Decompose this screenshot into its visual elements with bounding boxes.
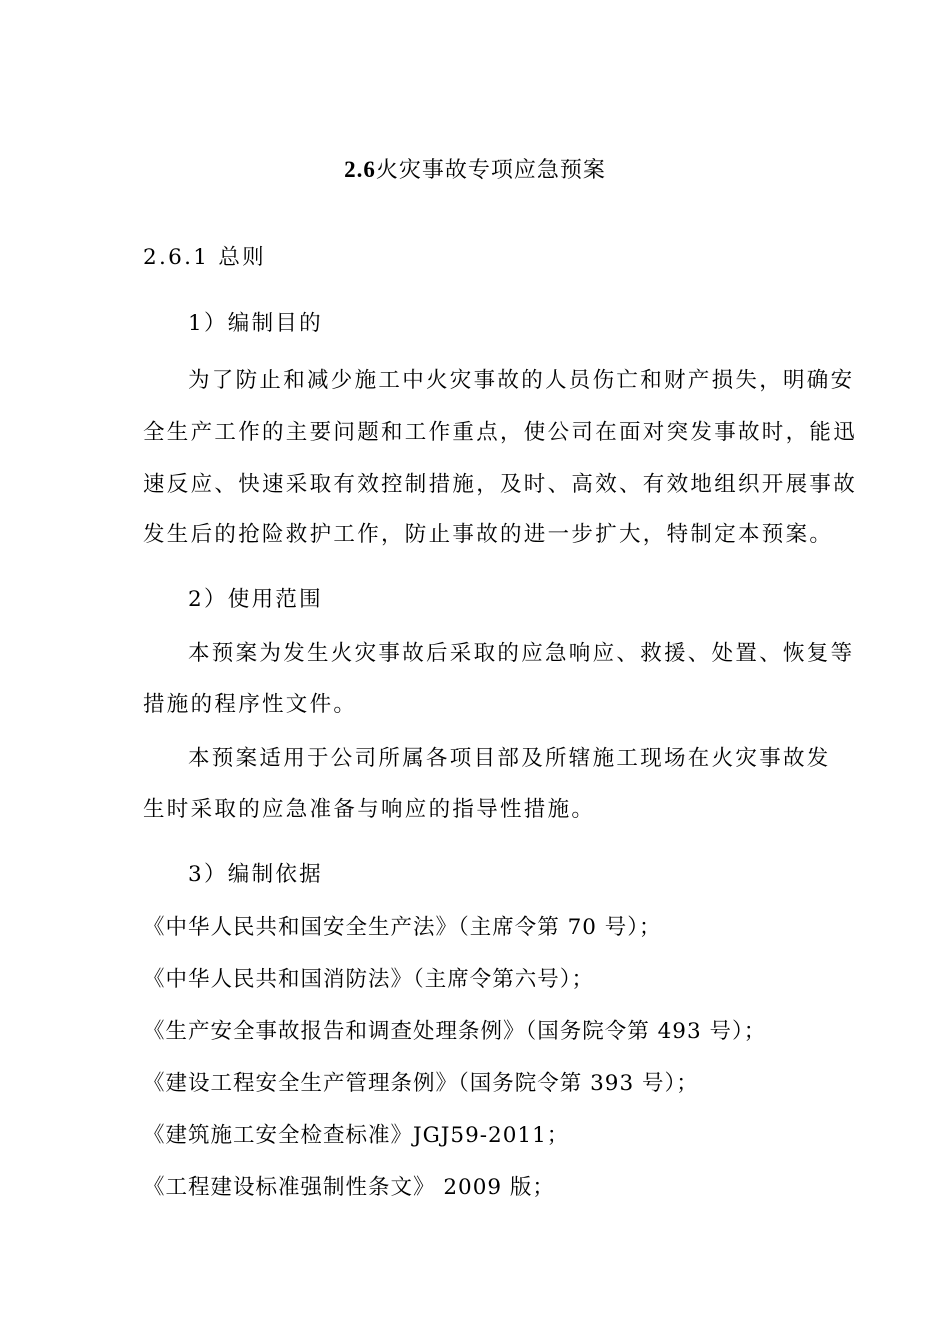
section-heading: 2.6.1 总则 — [143, 245, 266, 270]
basis-item-1: 《中华人民共和国安全生产法》（主席令第 70 号）； — [143, 915, 662, 940]
basis-item-2: 《中华人民共和国消防法》（主席令第六号）； — [143, 967, 595, 992]
purpose-heading: 1）编制目的 — [188, 311, 323, 336]
scope-heading: 2）使用范围 — [188, 587, 323, 612]
purpose-line-2: 全生产工作的主要问题和工作重点，使公司在面对突发事故时，能迅 — [143, 420, 858, 445]
title-number: 2.6 — [344, 157, 376, 182]
scope-para2-line-2: 生时采取的应急准备与响应的指导性措施。 — [143, 797, 596, 822]
scope-para2-line-1: 本预案适用于公司所属各项目部及所辖施工现场在火灾事故发 — [188, 746, 831, 771]
title-text: 火灾事故专项应急预案 — [375, 158, 606, 183]
basis-item-5: 《建筑施工安全检查标准》JGJ59-2011； — [143, 1123, 570, 1148]
scope-para1-line-2: 措施的程序性文件。 — [143, 692, 358, 717]
basis-heading: 3）编制依据 — [188, 862, 323, 887]
purpose-line-4: 发生后的抢险救护工作，防止事故的进一步扩大，特制定本预案。 — [143, 522, 834, 547]
basis-item-6: 《工程建设标准强制性条文》 2009 版； — [143, 1175, 555, 1200]
purpose-line-3: 速反应、快速采取有效控制措施，及时、高效、有效地组织开展事故 — [143, 472, 858, 497]
scope-para1-line-1: 本预案为发生火灾事故后采取的应急响应、救援、处置、恢复等 — [188, 641, 855, 666]
document-title — [0, 152, 950, 189]
basis-item-4: 《建设工程安全生产管理条例》（国务院令第 393 号）； — [143, 1071, 699, 1096]
purpose-line-1: 为了防止和减少施工中火灾事故的人员伤亡和财产损失，明确安 — [188, 368, 855, 393]
basis-item-3: 《生产安全事故报告和调查处理条例》（国务院令第 493 号）； — [143, 1019, 767, 1044]
